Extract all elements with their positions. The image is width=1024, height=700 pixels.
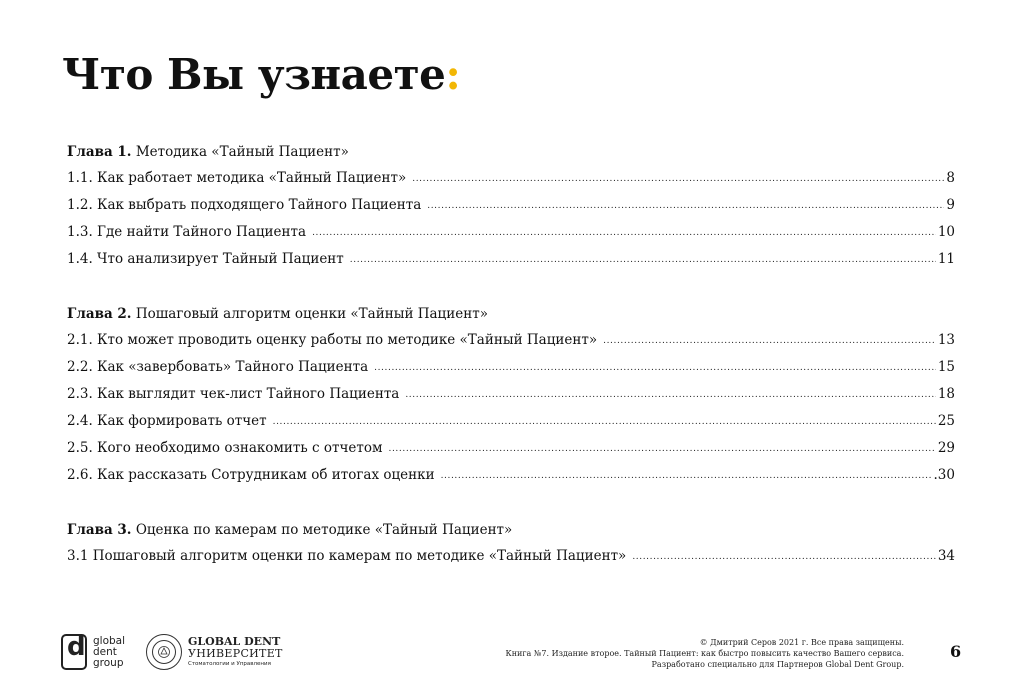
page-number: 6 [950,642,962,661]
chapter-name: Методика «Тайный Пациент» [135,144,349,160]
gdg-logo-line: dent [93,645,117,658]
copyright-line: Книга №7. Издание второе. Тайный Пациент: как быстро повысить качество Вашего сервиса. [505,649,904,658]
toc-page-number: 13 [937,332,955,348]
dot-leader [350,247,936,274]
toc-entry[interactable] [67,192,955,219]
toc-page-number: 18 [937,386,955,402]
chapter-heading [67,517,955,543]
dot-leader [603,328,936,355]
dot-leader [312,220,936,247]
chapter-3 [67,517,955,570]
toc-entry[interactable] [67,435,955,462]
toc-entry[interactable] [67,327,955,354]
dot-leader [427,193,944,220]
page-footer [0,620,1024,700]
toc-entry-text: 2.1. Кто может проводить оценку работы по методике «Тайный Пациент» [67,332,598,348]
chapter-label: Глава 1. [67,144,132,160]
copyright-line: Разработано специально для Партнеров Global Dent Group. [651,660,904,669]
copyright-line: © Дмитрий Серов 2021 г. Все права защищены. [699,638,904,647]
toc-entry[interactable] [67,246,955,273]
toc-entry[interactable] [67,381,955,408]
table-of-contents [67,139,955,598]
chapter-label: Глава 2. [67,306,132,322]
university-name-line2: УНИВЕРСИТЕТ [188,647,283,660]
toc-entry-text: 1.3. Где найти Тайного Пациента [67,224,307,240]
university-name-line1: GLOBAL DENT [188,635,281,648]
toc-page-number: .30 [933,467,955,483]
chapter-name: Пошаговый алгоритм оценки «Тайный Пациент» [135,306,488,322]
university-logo [146,634,283,670]
toc-entry-text: 3.1 Пошаговый алгоритм оценки по камерам по методике «Тайный Пациент» [67,548,627,564]
university-subtitle: Стоматологии и Управления [188,661,271,667]
dot-leader [632,544,936,571]
toc-page-number: 9 [946,197,955,213]
toc-entry-text: 1.4. Что анализирует Тайный Пациент [67,251,344,267]
gdg-logo-line: group [93,656,124,669]
global-dent-group-logo [61,634,125,670]
page-title-colon: : [445,50,461,99]
toc-entry-text: 2.5. Кого необходимо ознакомить с отчетом [67,440,383,456]
toc-page-number: 29 [937,440,955,456]
seal-emblem-icon [157,645,171,659]
gdg-logo-text [93,636,125,669]
dot-leader [273,409,936,436]
toc-page-number: 15 [937,359,955,375]
toc-entry-text: 2.4. Как формировать отчет [67,413,267,429]
toc-page-number: 11 [937,251,955,267]
chapter-name: Оценка по камерам по методике «Тайный Пациент» [135,522,513,538]
chapter-label: Глава 3. [67,522,132,538]
toc-entry-text: 1.2. Как выбрать подходящего Тайного Пациента [67,197,422,213]
chapter-heading [67,139,955,165]
toc-page-number: 10 [937,224,955,240]
toc-entry[interactable] [67,165,955,192]
toc-page-number: 25 [937,413,955,429]
university-logo-text [188,636,283,668]
dot-leader [405,382,935,409]
toc-entry-text: 2.3. Как выглядит чек-лист Тайного Пациента [67,386,400,402]
copyright-notice [506,637,905,670]
chapter-1 [67,139,955,273]
toc-entry[interactable] [67,543,955,570]
toc-entry[interactable] [67,462,955,489]
toc-entry[interactable] [67,408,955,435]
chapter-2 [67,301,955,489]
toc-page-number: 34 [937,548,955,564]
toc-page-number: 8 [946,170,955,186]
university-seal-icon [146,634,182,670]
page-title-text: Что Вы узнаете [62,50,446,99]
toc-entry-text: 2.6. Как рассказать Сотрудникам об итогах оценки [67,467,435,483]
toc-entry-text: 2.2. Как «завербовать» Тайного Пациента [67,359,369,375]
dot-leader [441,463,932,490]
toc-entry[interactable] [67,354,955,381]
toc-entry[interactable] [67,219,955,246]
dot-leader [412,166,944,193]
page-title [62,50,460,99]
dot-leader [374,355,936,382]
chapter-heading [67,301,955,327]
gdg-logo-icon [61,634,87,670]
dot-leader [389,436,936,463]
toc-entry-text: 1.1. Как работает методика «Тайный Пациент» [67,170,407,186]
gdg-logo-line: global [93,634,126,647]
